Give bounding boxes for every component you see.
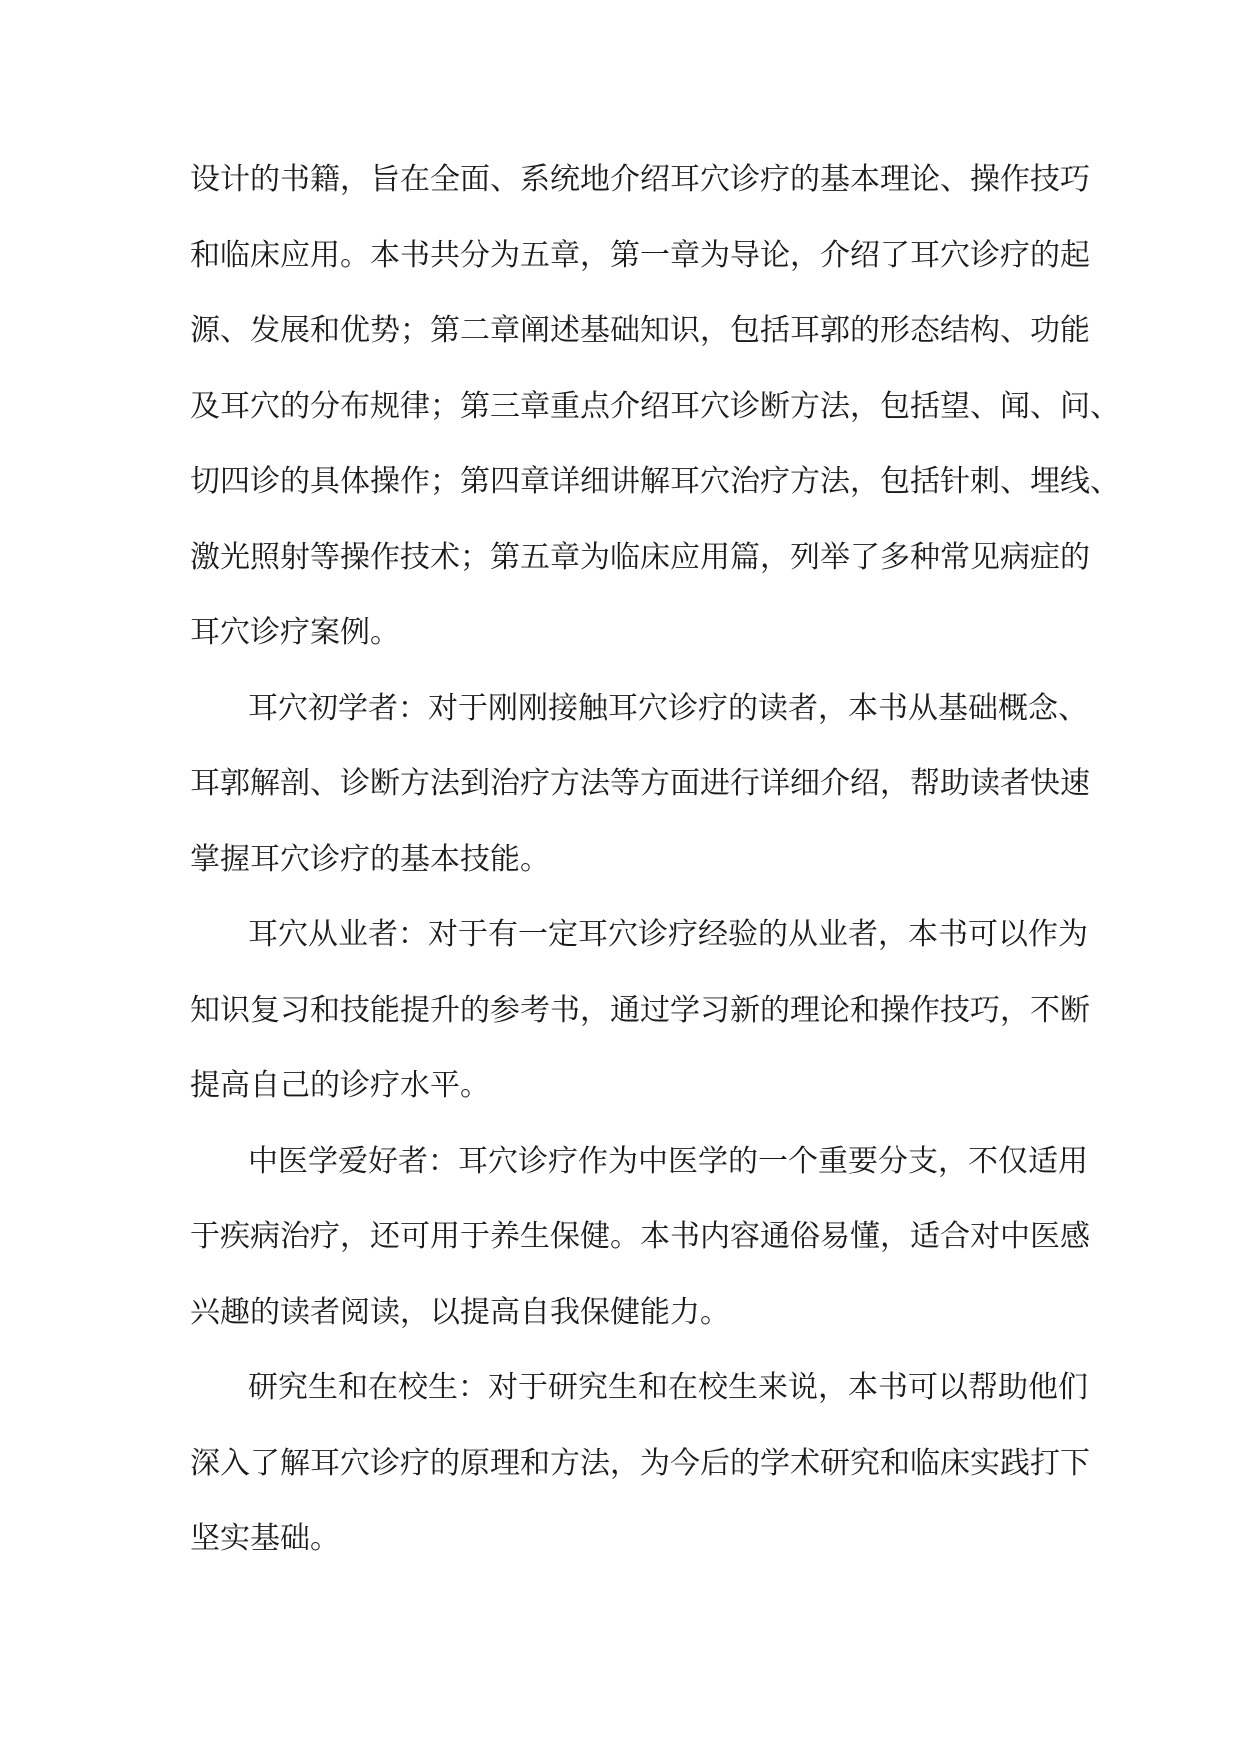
text-line: 提高自己的诊疗水平。 (190, 1068, 490, 1103)
paragraph-enthusiasts-first-line: 中医学爱好者：耳穴诊疗作为中医学的一个重要分支，不仅适用 (248, 1143, 1088, 1179)
text-line: 设计的书籍，旨在全面、系统地介绍耳穴诊疗的基本理论、操作技巧 (190, 162, 1090, 197)
body-text (190, 142, 1120, 1577)
text-line: 于疾病治疗，还可用于养生保健。本书内容通俗易懂，适合对中医感 (190, 1219, 1090, 1254)
text-line: 耳郭解剖、诊断方法到治疗方法等方面进行详细介绍，帮助读者快速 (190, 766, 1090, 801)
text-line: 激光照射等操作技术；第五章为临床应用篇，列举了多种常见病症的 (190, 539, 1090, 575)
text-line: 耳穴诊疗案例。 (190, 615, 400, 650)
text-line: 掌握耳穴诊疗的基本技能。 (190, 841, 550, 877)
paragraph-beginners-first-line: 耳穴初学者：对于刚刚接触耳穴诊疗的读者，本书从基础概念、 (248, 690, 1088, 726)
text-line: 深入了解耳穴诊疗的原理和方法，为今后的学术研究和临床实践打下 (190, 1445, 1090, 1481)
text-line: 及耳穴的分布规律；第三章重点介绍耳穴诊断方法，包括望、闻、问、 (190, 388, 1120, 424)
text-line: 知识复习和技能提升的参考书，通过学习新的理论和操作技巧，不断 (190, 992, 1090, 1028)
text-line: 和临床应用。本书共分为五章，第一章为导论，介绍了耳穴诊疗的起 (190, 237, 1090, 273)
text-line: 坚实基础。 (190, 1521, 340, 1556)
paragraph-students-first-line: 研究生和在校生：对于研究生和在校生来说，本书可以帮助他们 (248, 1370, 1088, 1405)
text-line: 切四诊的具体操作；第四章详细讲解耳穴治疗方法，包括针刺、埋线、 (190, 464, 1120, 499)
text-line: 源、发展和优势；第二章阐述基础知识，包括耳郭的形态结构、功能 (190, 313, 1090, 348)
paragraph-practitioners-first-line: 耳穴从业者：对于有一定耳穴诊疗经验的从业者，本书可以作为 (248, 917, 1088, 952)
text-line: 兴趣的读者阅读，以提高自我保健能力。 (190, 1294, 730, 1330)
